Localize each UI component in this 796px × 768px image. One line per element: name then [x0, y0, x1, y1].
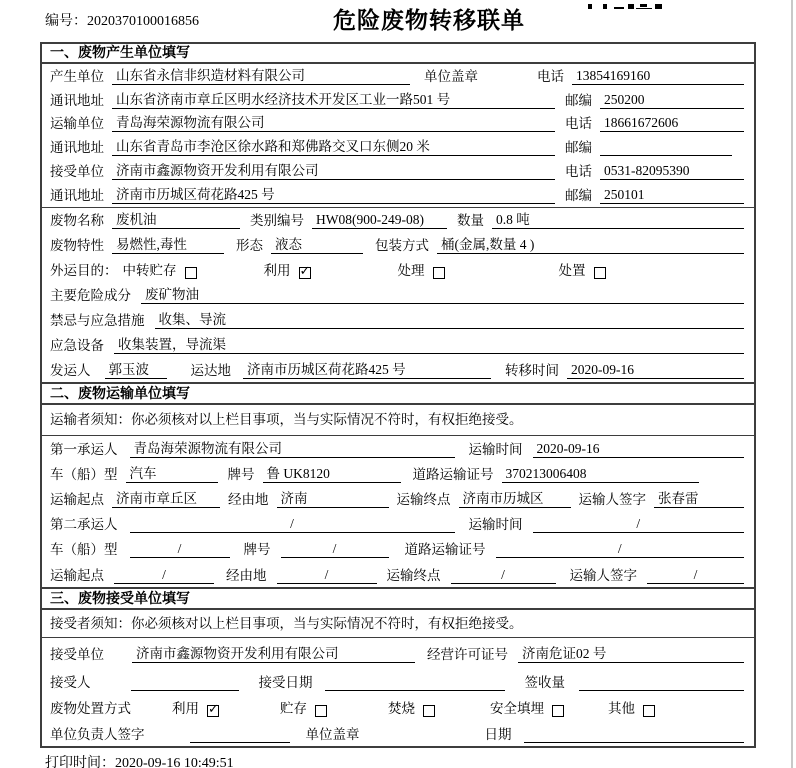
- waste-name-label: 废物名称: [50, 212, 104, 228]
- disposal-option-other-label: 其他: [608, 700, 635, 716]
- transport-time-label: 运输时间: [468, 441, 523, 457]
- received-amount-label: 签收量: [524, 674, 565, 690]
- origin-value: 济南市章丘区: [112, 491, 220, 508]
- doc-number: [45, 10, 199, 30]
- manager-sign-value: [190, 726, 290, 743]
- transport-time-label: 运输时间: [468, 516, 523, 532]
- transporter-address-value: 山东省青岛市李沧区徐水路和郑佛路交叉口东侧20 米: [112, 139, 555, 156]
- row-producer: [42, 64, 754, 88]
- transporter-zip-value: [600, 139, 732, 156]
- taboo-value: 收集、导流: [155, 312, 745, 329]
- receiver-address-value: 济南市历城区荷花路425 号: [112, 187, 555, 204]
- row-receiver: [42, 159, 754, 183]
- row-final-sign: [42, 720, 754, 746]
- vehicle-type-value: 汽车: [126, 466, 218, 483]
- row-route1: [42, 486, 754, 511]
- accept-unit-value: 济南市鑫源物资开发利用有限公司: [132, 646, 415, 663]
- destination-label: 运达地: [190, 362, 231, 378]
- waste-name-value: 废机油: [112, 212, 240, 229]
- producer-zip-value: 250200: [600, 92, 744, 109]
- row-producer-address: [42, 88, 754, 112]
- equipment-label: 应急设备: [50, 337, 104, 353]
- row-taboo: [42, 307, 754, 332]
- road-cert-label: 道路运输证号: [412, 466, 494, 482]
- road-cert-label: 道路运输证号: [404, 541, 486, 557]
- destination-value: 济南市历城区荷花路425 号: [243, 362, 491, 379]
- row-hazard: [42, 282, 754, 307]
- row-carrier2: [42, 511, 754, 536]
- zip-label: 邮编: [565, 92, 592, 108]
- checkbox-disposal-store: [315, 705, 327, 717]
- endpoint2-value: /: [451, 567, 556, 584]
- row-shipper: [42, 357, 754, 382]
- disposal-label: 废物处置方式: [50, 700, 131, 716]
- producer-value: 山东省永信非织造材料有限公司: [112, 68, 410, 85]
- row-waste-name: [42, 207, 754, 232]
- form-label: 形态: [236, 237, 263, 253]
- zip-label: 邮编: [565, 140, 592, 156]
- receiver-value: 济南市鑫源物资开发利用有限公司: [112, 163, 555, 180]
- via-value: 济南: [277, 491, 389, 508]
- producer-label: 产生单位: [50, 68, 104, 84]
- carrier1-label: 第一承运人: [50, 441, 118, 457]
- checkbox-dispose: [594, 267, 606, 279]
- disposal-option-landfill-label: 安全填埋: [490, 700, 544, 716]
- address-label: 通讯地址: [50, 140, 104, 156]
- purpose-option-dispose-label: 处置: [558, 262, 586, 278]
- purpose-option-transfer-label: 中转贮存: [122, 262, 177, 278]
- row-receiver-address: [42, 183, 754, 207]
- endpoint-label: 运输终点: [396, 491, 451, 507]
- address-label: 通讯地址: [50, 187, 104, 203]
- packing-label: 包装方式: [375, 237, 429, 253]
- unit-seal-label: 单位盖章: [305, 726, 360, 742]
- transporter-notice: 运输者须知：你必须核对以上栏目事项，当与实际情况不符时，有权拒绝接受。: [42, 405, 754, 436]
- disposal-option-store-label: 贮存: [280, 700, 307, 716]
- equipment-value: 收集装置，导流渠: [114, 337, 744, 354]
- checkbox-disposal-other: [643, 705, 655, 717]
- via-label: 经由地: [226, 567, 267, 583]
- page-title: 危险废物转移联单: [333, 8, 525, 33]
- origin-label: 运输起点: [50, 491, 104, 507]
- section3-header: 三、废物接受单位填写: [42, 587, 754, 610]
- qr-code-icon: [578, 0, 662, 9]
- phone-label: 电话: [565, 116, 592, 132]
- road-cert2-value: /: [496, 541, 745, 558]
- purpose-option-treat-label: 处理: [397, 262, 425, 278]
- receiver-notice: 接受者须知：你必须核对以上栏目事项，当与实际情况不符时，有权拒绝接受。: [42, 610, 754, 638]
- phone-label: 电话: [565, 163, 592, 179]
- accept-unit-label: 接受单位: [50, 646, 104, 662]
- manifest-form: [40, 42, 756, 748]
- row-transporter-address: [42, 135, 754, 159]
- shipper-label: 发运人: [50, 362, 91, 378]
- row-equipment: [42, 332, 754, 357]
- print-time-label: 打印时间：: [45, 756, 115, 768]
- vehicle-type2-value: /: [130, 541, 230, 558]
- received-amount-value: [579, 674, 744, 691]
- zip-label: 邮编: [565, 187, 592, 203]
- doc-number-value: 2020370100016856: [87, 14, 199, 29]
- row-disposal: [42, 694, 754, 720]
- category-value: HW08(900-249-08): [312, 212, 447, 229]
- disposal-option-burn-label: 焚烧: [388, 700, 415, 716]
- doc-number-label: 编号：: [45, 14, 87, 29]
- print-time-value: 2020-09-16 10:49:51: [115, 756, 234, 768]
- endpoint-label: 运输终点: [386, 567, 441, 583]
- category-label: 类别编号: [250, 212, 304, 228]
- manager-sign-label: 单位负责人签字: [50, 726, 145, 742]
- carrier-sign-label: 运输人签字: [578, 491, 646, 507]
- transport-time-value: 2020-09-16: [533, 441, 745, 458]
- transporter-label: 运输单位: [50, 116, 104, 132]
- plate2-value: /: [281, 541, 389, 558]
- row-waste-character: [42, 232, 754, 257]
- row-vehicle2: [42, 536, 754, 561]
- checkbox-disposal-landfill: [552, 705, 564, 717]
- carrier-sign-value: 张春雷: [654, 491, 744, 508]
- hazard-label: 主要危险成分: [50, 287, 131, 303]
- purpose-label: 外运目的：: [50, 262, 118, 278]
- plate-label: 牌号: [243, 541, 271, 557]
- plate-label: 牌号: [227, 466, 255, 482]
- checkbox-disposal-burn: [423, 705, 435, 717]
- quantity-label: 数量: [457, 212, 484, 228]
- form-value: 液态: [271, 237, 363, 254]
- license-label: 经营许可证号: [427, 646, 508, 662]
- taboo-label: 禁忌与应急措施: [50, 312, 145, 328]
- receiver-zip-value: 250101: [600, 187, 744, 204]
- carrier-sign-label: 运输人签字: [569, 567, 637, 583]
- hazard-value: 废矿物油: [141, 287, 744, 304]
- date-value: [524, 726, 745, 743]
- section2-header: 二、废物运输单位填写: [42, 382, 754, 405]
- transport-time2-value: /: [533, 516, 745, 533]
- purpose-option-use-label: 利用: [263, 262, 291, 278]
- disposal-option-use-label: 利用: [172, 700, 199, 716]
- row-route2: [42, 561, 754, 587]
- vehicle-type-label: 车（船）型: [50, 466, 118, 482]
- transfer-time-value: 2020-09-16: [567, 362, 744, 379]
- shipper-value: 郭玉波: [105, 362, 167, 379]
- row-vehicle1: [42, 461, 754, 486]
- producer-address-value: 山东省济南市章丘区明水经济技术开发区工业一路501 号: [112, 92, 555, 109]
- phone-label: 电话: [537, 68, 564, 84]
- producer-phone-value: 13854169160: [572, 68, 744, 85]
- accept-date-value: [325, 674, 505, 691]
- receiver-label: 接受单位: [50, 163, 104, 179]
- carrier-sign2-value: /: [647, 567, 744, 584]
- road-cert-value: 370213006408: [502, 466, 700, 483]
- carrier2-label: 第二承运人: [50, 516, 118, 532]
- address-label: 通讯地址: [50, 92, 104, 108]
- row-accept-unit: [42, 638, 754, 666]
- row-purpose: [42, 257, 754, 282]
- character-label: 废物特性: [50, 237, 104, 253]
- license-value: 济南危证02 号: [518, 646, 744, 663]
- checkbox-treat: [433, 267, 445, 279]
- origin-label: 运输起点: [50, 567, 104, 583]
- endpoint-value: 济南市历城区: [459, 491, 571, 508]
- date-label: 日期: [484, 726, 512, 742]
- packing-value: 桶(金属,数量 4 ): [437, 237, 744, 254]
- page-right-edge: [791, 0, 793, 768]
- via-label: 经由地: [228, 491, 269, 507]
- transporter-value: 青岛海荣源物流有限公司: [112, 115, 555, 132]
- print-time: [45, 752, 234, 768]
- accept-person-label: 接受人: [50, 674, 91, 690]
- section1-header: 一、废物产生单位填写: [42, 44, 754, 64]
- row-accept-person: [42, 666, 754, 694]
- row-carrier1: [42, 436, 754, 461]
- character-value: 易燃性,毒性: [112, 237, 224, 254]
- accept-person-value: [131, 674, 239, 691]
- quantity-value: 0.8 吨: [492, 212, 744, 229]
- receiver-phone-value: 0531-82095390: [600, 163, 744, 180]
- checkbox-use: [299, 267, 311, 279]
- row-transporter: [42, 112, 754, 136]
- carrier2-value: /: [130, 516, 455, 533]
- transporter-phone-value: 18661672606: [600, 115, 744, 132]
- checkbox-transfer-storage: [185, 267, 197, 279]
- carrier1-value: 青岛海荣源物流有限公司: [130, 441, 455, 458]
- seal-label: 单位盖章: [424, 68, 478, 84]
- accept-date-label: 接受日期: [258, 674, 313, 690]
- plate-value: 鲁 UK8120: [263, 466, 401, 483]
- vehicle-type-label: 车（船）型: [50, 541, 118, 557]
- transfer-time-label: 转移时间: [505, 362, 559, 378]
- checkbox-disposal-use: [207, 705, 219, 717]
- via2-value: /: [277, 567, 377, 584]
- origin2-value: /: [114, 567, 214, 584]
